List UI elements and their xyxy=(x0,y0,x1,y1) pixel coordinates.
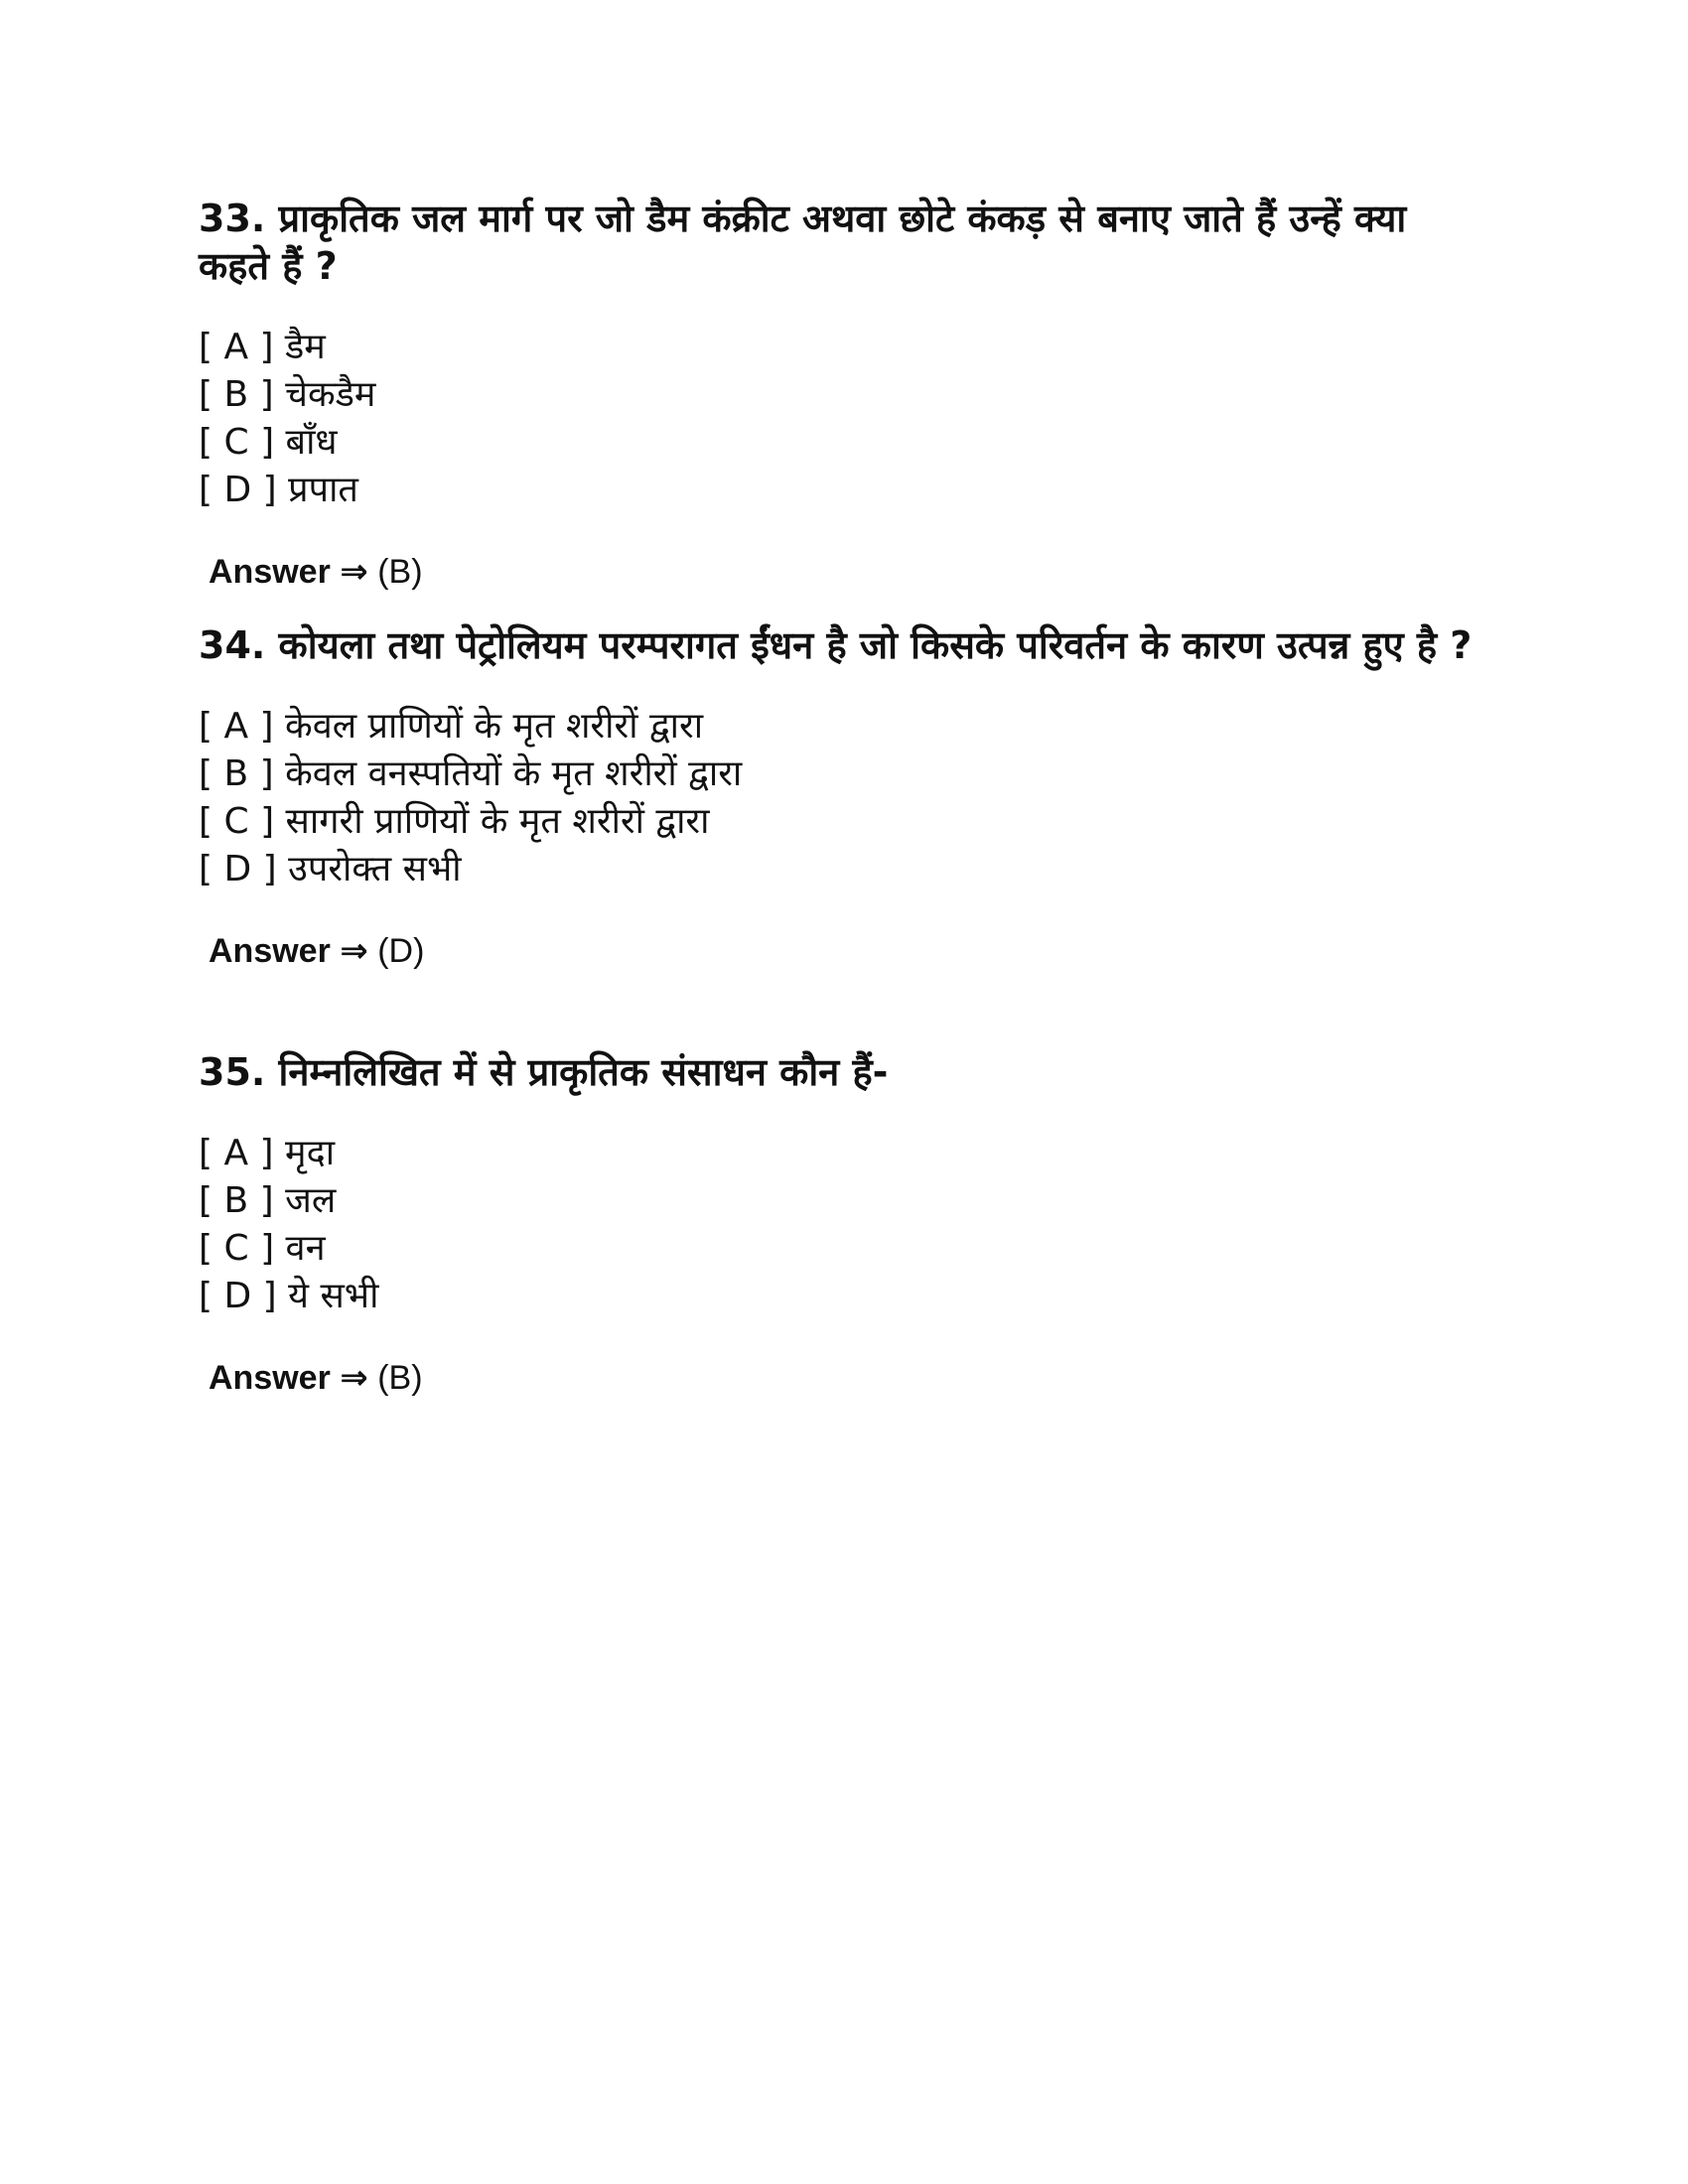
answer-line xyxy=(199,548,1489,596)
option-b: [ B ] केवल वनस्पतियों के मृत शरीरों द्वारा xyxy=(199,753,743,794)
answer-value: (B) xyxy=(377,553,423,591)
option-a: [ A ] डैम xyxy=(199,327,326,367)
answer-label: Answer xyxy=(209,932,331,970)
question-title: 33. प्राकृतिक जल मार्ग पर जो डैम कंक्रीट अथवा छोटे कंकड़ से बनाए जाते हैं उन्हें क्या कहते हैं ? xyxy=(199,197,1407,288)
question-title: 34. कोयला तथा पेट्रोलियम परम्परागत ईंधन है जो किसके परिवर्तन के कारण उत्पन्न हुए है ? xyxy=(199,623,1473,667)
question-title: 35. निम्नलिखित में से प्राकृतिक संसाधन कौन हैं- xyxy=(199,1050,889,1094)
option-d: [ D ] उपरोक्त सभी xyxy=(199,849,462,889)
option-a: [ A ] केवल प्राणियों के मृत शरीरों द्वारा xyxy=(199,706,704,747)
answer-arrow-icon: ⇒ xyxy=(340,1359,368,1397)
answer-arrow-icon: ⇒ xyxy=(340,932,368,970)
question-35 xyxy=(199,1048,1489,1402)
option-b: [ B ] चेकडैम xyxy=(199,374,376,415)
answer-line xyxy=(199,1354,1489,1402)
options-list xyxy=(199,1130,1489,1320)
question-33 xyxy=(199,195,1489,596)
option-c: [ C ] सागरी प्राणियों के मृत शरीरों द्वारा xyxy=(199,801,710,842)
answer-arrow-icon: ⇒ xyxy=(340,553,368,591)
option-a: [ A ] मृदा xyxy=(199,1133,336,1173)
option-c: [ C ] बाँध xyxy=(199,422,338,463)
option-b: [ B ] जल xyxy=(199,1180,337,1221)
answer-value: (B) xyxy=(377,1359,423,1397)
answer-value: (D) xyxy=(377,932,425,970)
options-list xyxy=(199,703,1489,893)
answer-line xyxy=(199,927,1489,975)
option-d: [ D ] ये सभी xyxy=(199,1276,379,1316)
option-c: [ C ] वन xyxy=(199,1228,326,1269)
answer-label: Answer xyxy=(209,1359,331,1397)
option-d: [ D ] प्रपात xyxy=(199,470,358,510)
options-list xyxy=(199,324,1489,514)
question-34 xyxy=(199,621,1489,975)
answer-label: Answer xyxy=(209,553,331,591)
